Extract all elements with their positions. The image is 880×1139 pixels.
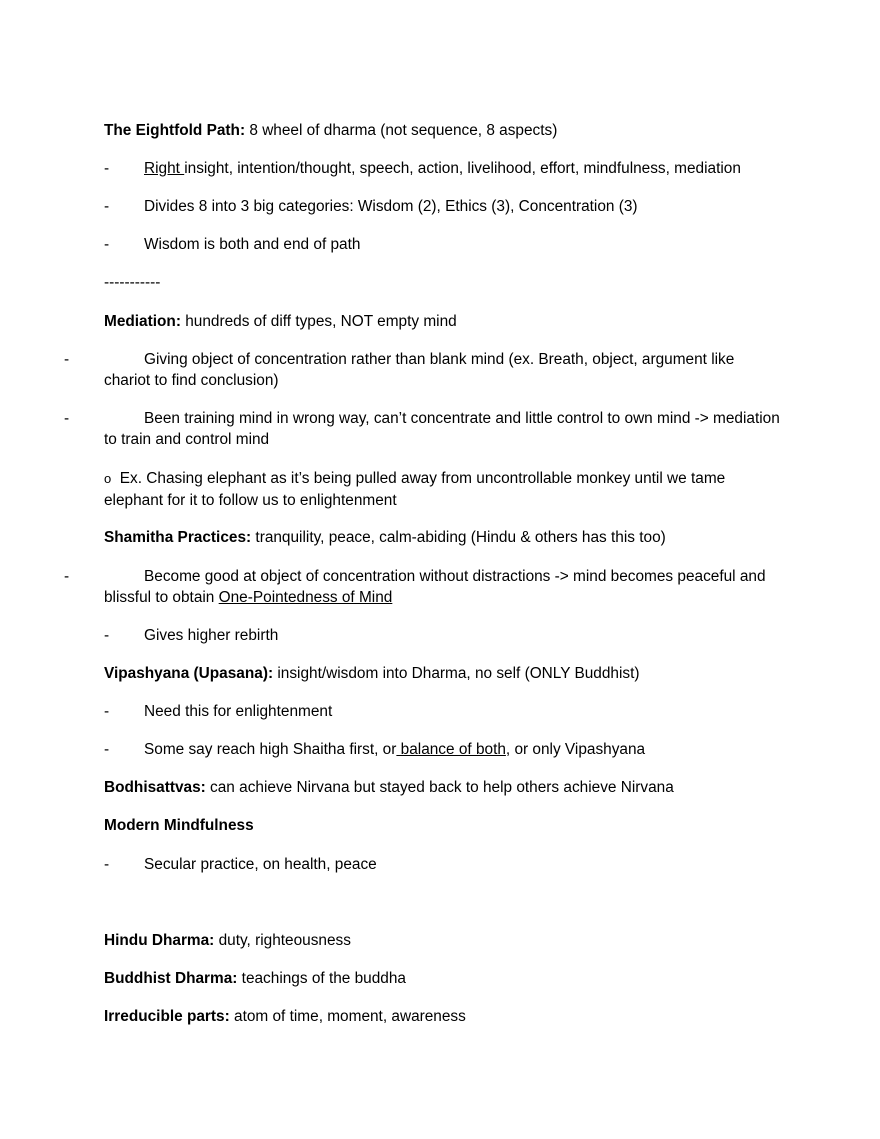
mediation-sub-1 xyxy=(104,468,764,512)
bullet-dash: - xyxy=(104,160,110,177)
bullet-dash: - xyxy=(104,236,110,253)
vipashyana-heading xyxy=(104,664,639,684)
hindu-dharma-desc: duty, righteousness xyxy=(214,932,351,949)
shamitha-bullet-1 xyxy=(64,566,784,608)
hindu-dharma-line xyxy=(104,931,351,951)
buddhist-dharma-line xyxy=(104,969,406,989)
eightfold-bullet-3: Wisdom is both and end of path xyxy=(144,236,361,253)
mediation-bullet-2-text: Been training mind in wrong way, can’t concentrate and little control to own mind -> mediation to train and control mind xyxy=(104,410,780,448)
vipashyana-title: Vipashyana (Upasana): xyxy=(104,665,274,682)
vipashyana-bullet-2-b: , or only Vipashyana xyxy=(505,741,646,758)
mediation-bullet-1 xyxy=(64,349,784,391)
bodhisattvas-title: Bodhisattvas: xyxy=(104,779,206,796)
bullet-dash: - xyxy=(64,410,70,427)
mediation-desc: hundreds of diff types, NOT empty mind xyxy=(180,313,457,330)
irreducible-desc: atom of time, moment, awareness xyxy=(229,1008,466,1025)
bullet-dash: - xyxy=(104,856,110,873)
shamitha-title: Shamitha Practices: xyxy=(104,529,252,546)
bodhisattvas-heading xyxy=(104,778,674,798)
eightfold-heading xyxy=(104,121,557,141)
mediation-bullet-1-text: Giving object of concentration rather than blank mind (ex. Breath, object, argument like chariot to find conclusion) xyxy=(104,351,735,389)
hindu-dharma-title: Hindu Dharma: xyxy=(104,932,215,949)
bullet-dash: - xyxy=(64,568,70,585)
mediation-sub-1-text: Ex. Chasing elephant as it’s being pulled away from uncontrollable monkey until we tame elephant for it to follow us to enlightenment xyxy=(104,470,726,509)
bullet-dash: - xyxy=(64,351,70,368)
modern-heading xyxy=(104,816,254,836)
mediation-title: Mediation: xyxy=(104,313,181,330)
bullet-dash: - xyxy=(104,627,110,644)
mediation-bullet-2 xyxy=(64,408,784,450)
eightfold-bullet-1 xyxy=(144,159,741,179)
bodhisattvas-desc: can achieve Nirvana but stayed back to help others achieve Nirvana xyxy=(205,779,674,796)
eightfold-bullet-1-text: insight, intention/thought, speech, action, livelihood, effort, mindfulness, mediation xyxy=(184,160,741,177)
bullet-dash: - xyxy=(104,703,110,720)
vipashyana-bullet-2 xyxy=(144,740,645,760)
one-pointedness-underline: One-Pointedness of Mind xyxy=(218,589,393,606)
vipashyana-bullet-2-a: Some say reach high Shaitha first, or xyxy=(144,741,397,758)
bullet-dash: - xyxy=(104,198,110,215)
mediation-heading xyxy=(104,312,457,332)
eightfold-bullet-2: Divides 8 into 3 big categories: Wisdom (2), Ethics (3), Concentration (3) xyxy=(144,198,638,215)
shamitha-bullet-1-text: Become good at object of concentration without distractions -> mind becomes peaceful and blissful to obtain xyxy=(104,568,766,606)
modern-title: Modern Mindfulness xyxy=(104,817,254,834)
irreducible-title: Irreducible parts: xyxy=(104,1008,230,1025)
shamitha-desc: tranquility, peace, calm-abiding (Hindu & others has this too) xyxy=(251,529,666,546)
separator: ----------- xyxy=(104,274,161,291)
vipashyana-bullet-1: Need this for enlightenment xyxy=(144,703,333,720)
balance-underline: balance of both xyxy=(396,741,506,758)
irreducible-line xyxy=(104,1007,466,1027)
eightfold-desc: 8 wheel of dharma (not sequence, 8 aspects) xyxy=(245,122,558,139)
vipashyana-desc: insight/wisdom into Dharma, no self (ONLY Buddhist) xyxy=(273,665,640,682)
modern-bullet-1: Secular practice, on health, peace xyxy=(144,856,377,873)
eightfold-title: The Eightfold Path: xyxy=(104,122,246,139)
sub-bullet-marker: o xyxy=(104,471,112,486)
bullet-dash: - xyxy=(104,741,110,758)
buddhist-dharma-desc: teachings of the buddha xyxy=(237,970,406,987)
buddhist-dharma-title: Buddhist Dharma: xyxy=(104,970,238,987)
shamitha-bullet-2: Gives higher rebirth xyxy=(144,627,279,644)
shamitha-heading xyxy=(104,528,666,548)
right-underline: Right xyxy=(144,160,185,177)
